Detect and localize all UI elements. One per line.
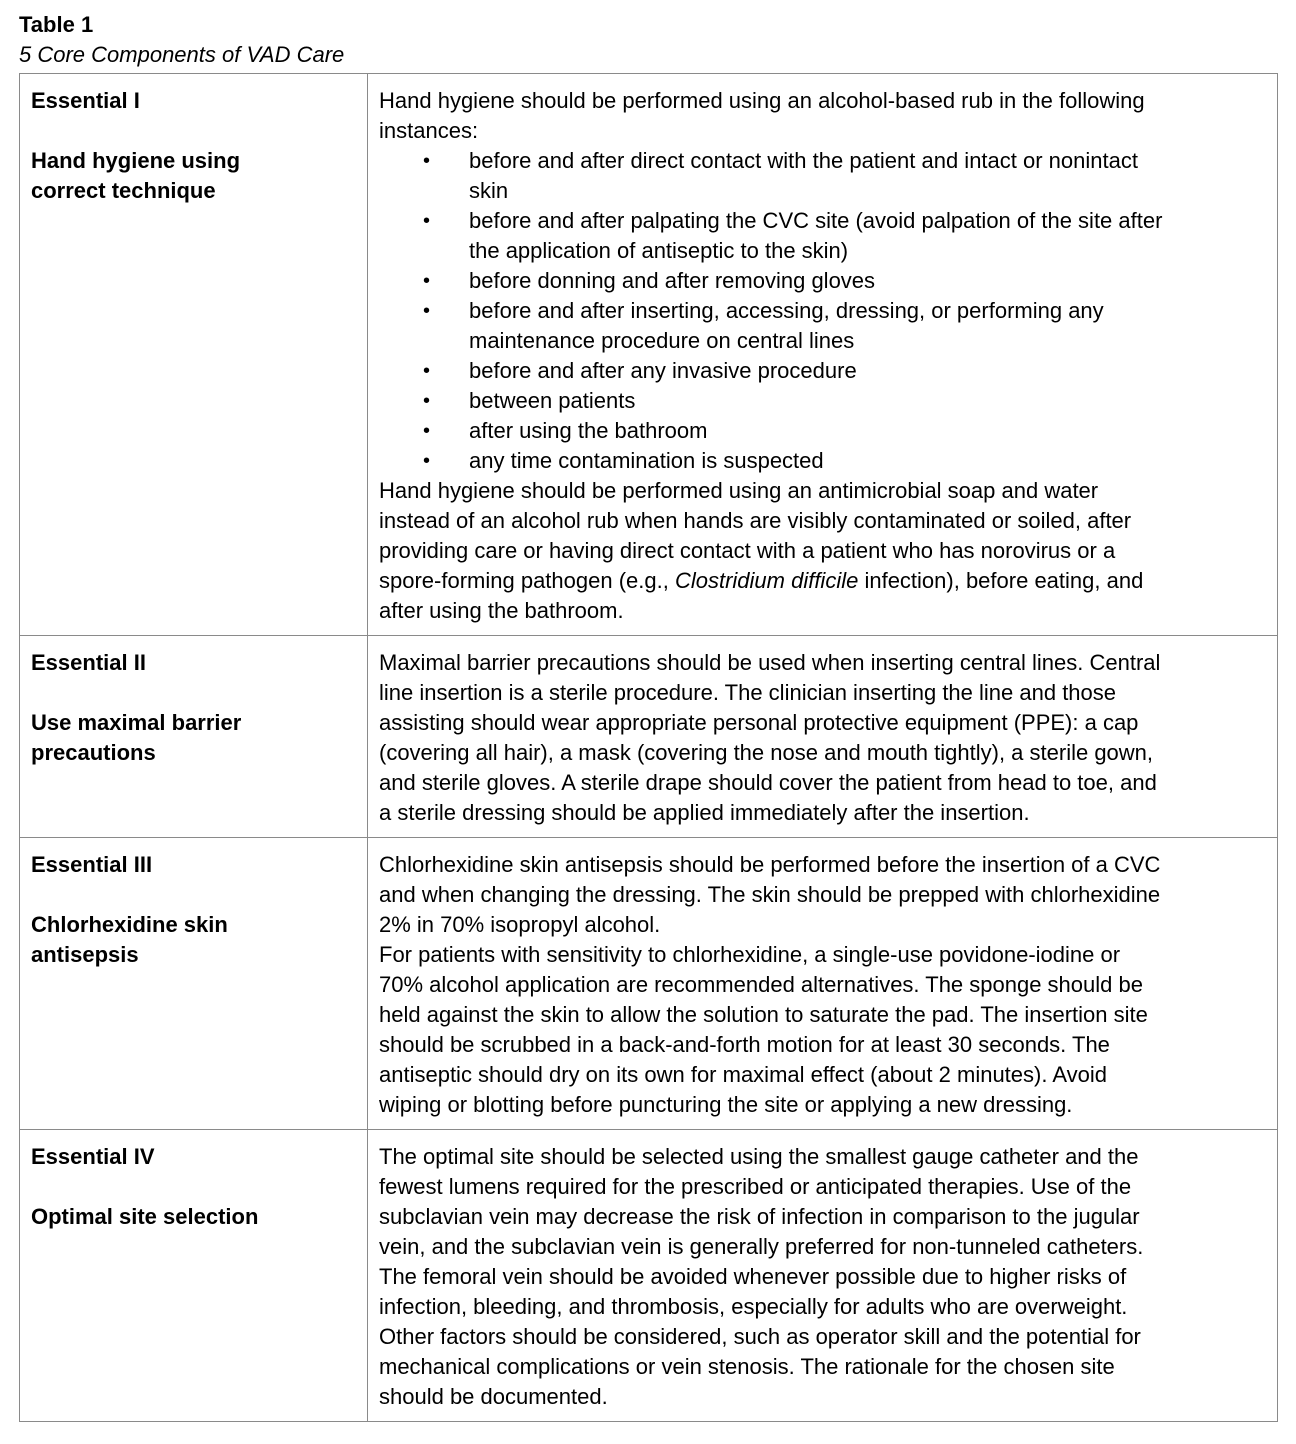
description-line: (covering all hair), a mask (covering the nose and mouth tightly), a sterile gown, xyxy=(379,740,1154,765)
table-row xyxy=(20,636,1278,838)
bullet-icon: • xyxy=(423,270,431,292)
description-line: instances: xyxy=(379,118,479,143)
description-line: held against the skin to allow the solution to saturate the pad. The insertion site xyxy=(379,1002,1148,1027)
essential-topic: Use maximal barrier xyxy=(31,710,242,735)
description-line: Maximal barrier precautions should be used when inserting central lines. Central xyxy=(379,650,1161,675)
essential-label: Essential II xyxy=(31,650,146,675)
description-line: antiseptic should dry on its own for maximal effect (about 2 minutes). Avoid xyxy=(379,1062,1107,1087)
description-cell xyxy=(368,1130,1278,1422)
bullet-line: after using the bathroom xyxy=(469,418,708,443)
spacer xyxy=(31,678,357,708)
text-segment: spore-forming pathogen (e.g., xyxy=(379,568,675,593)
description-line: The optimal site should be selected using the smallest gauge catheter and the xyxy=(379,1144,1139,1169)
spacer xyxy=(31,880,357,910)
description-line: and sterile gloves. A sterile drape should cover the patient from head to toe, and xyxy=(379,770,1157,795)
bullet-line: before and after direct contact with the patient and intact or nonintact xyxy=(469,148,1138,173)
description-line: after using the bathroom. xyxy=(379,598,624,623)
description-line: subclavian vein may decrease the risk of infection in comparison to the jugular xyxy=(379,1204,1140,1229)
bullet-item xyxy=(379,146,1267,206)
essential-topic: Optimal site selection xyxy=(31,1204,259,1229)
description-line: a sterile dressing should be applied immediately after the insertion. xyxy=(379,800,1030,825)
description-cell xyxy=(368,838,1278,1130)
essential-topic: Hand hygiene using xyxy=(31,148,241,173)
description-cell xyxy=(368,74,1278,636)
description-line: and when changing the dressing. The skin should be prepped with chlorhexidine xyxy=(379,882,1161,907)
bullet-line: before and after palpating the CVC site (avoid palpation of the site after xyxy=(469,208,1163,233)
bullet-item xyxy=(379,206,1267,266)
bullet-line: any time contamination is suspected xyxy=(469,448,824,473)
description-line: wiping or blotting before puncturing the site or applying a new dressing. xyxy=(379,1092,1073,1117)
description-line: should be scrubbed in a back-and-forth motion for at least 30 seconds. The xyxy=(379,1032,1110,1057)
text-segment: infection), before eating, and xyxy=(858,568,1144,593)
bullet-line: maintenance procedure on central lines xyxy=(469,328,855,353)
bullet-item xyxy=(379,356,1267,386)
table-subtitle: 5 Core Components of VAD Care xyxy=(19,42,345,67)
description-line: infection, bleeding, and thrombosis, especially for adults who are overweight. xyxy=(379,1294,1128,1319)
essential-label: Essential I xyxy=(31,88,140,113)
description-line: Hand hygiene should be performed using an antimicrobial soap and water xyxy=(379,478,1099,503)
spacer xyxy=(31,1172,357,1202)
essential-topic: antisepsis xyxy=(31,942,139,967)
essential-cell xyxy=(20,636,368,838)
description-line: assisting should wear appropriate personal protective equipment (PPE): a cap xyxy=(379,710,1139,735)
bullet-icon: • xyxy=(423,150,431,172)
description-line: Other factors should be considered, such as operator skill and the potential for xyxy=(379,1324,1141,1349)
essential-label: Essential III xyxy=(31,852,153,877)
table-title: Table 1 xyxy=(19,12,94,37)
bullet-line: before and after any invasive procedure xyxy=(469,358,857,383)
essential-label: Essential IV xyxy=(31,1144,155,1169)
table-row xyxy=(20,1130,1278,1422)
description-line: The femoral vein should be avoided whenever possible due to higher risks of xyxy=(379,1264,1127,1289)
description-line xyxy=(379,566,1267,596)
essential-cell xyxy=(20,1130,368,1422)
bullet-item xyxy=(379,416,1267,446)
description-cell xyxy=(368,636,1278,838)
bullet-item xyxy=(379,266,1267,296)
description-line: should be documented. xyxy=(379,1384,608,1409)
table-row xyxy=(20,838,1278,1130)
bullet-icon: • xyxy=(423,420,431,442)
spacer xyxy=(31,116,357,146)
bullet-icon: • xyxy=(423,300,431,322)
bullet-icon: • xyxy=(423,210,431,232)
italic-term: Clostridium difficile xyxy=(674,568,859,593)
description-line: instead of an alcohol rub when hands are visibly contaminated or soiled, after xyxy=(379,508,1132,533)
description-line: 2% in 70% isopropyl alcohol. xyxy=(379,912,661,937)
core-components-table xyxy=(19,73,1278,1422)
essential-cell xyxy=(20,74,368,636)
essential-topic: precautions xyxy=(31,740,156,765)
bullet-icon: • xyxy=(423,390,431,412)
bullet-item xyxy=(379,296,1267,356)
description-line: fewest lumens required for the prescribed or anticipated therapies. Use of the xyxy=(379,1174,1132,1199)
description-line: line insertion is a sterile procedure. The clinician inserting the line and those xyxy=(379,680,1117,705)
table-row xyxy=(20,74,1278,636)
bullet-icon: • xyxy=(423,360,431,382)
description-line: For patients with sensitivity to chlorhexidine, a single-use povidone-iodine or xyxy=(379,942,1121,967)
description-line: providing care or having direct contact with a patient who has norovirus or a xyxy=(379,538,1116,563)
bullet-icon: • xyxy=(423,450,431,472)
description-line: Hand hygiene should be performed using an alcohol-based rub in the following xyxy=(379,88,1145,113)
bullet-line: before donning and after removing gloves xyxy=(469,268,876,293)
bullet-line: the application of antiseptic to the skin) xyxy=(469,238,849,263)
bullet-item xyxy=(379,386,1267,416)
essential-topic: correct technique xyxy=(31,178,216,203)
bullet-line: before and after inserting, accessing, dressing, or performing any xyxy=(469,298,1104,323)
description-line: Chlorhexidine skin antisepsis should be performed before the insertion of a CVC xyxy=(379,852,1161,877)
bullet-line: between patients xyxy=(469,388,636,413)
bullet-line: skin xyxy=(469,178,509,203)
bullet-item xyxy=(379,446,1267,476)
essential-topic: Chlorhexidine skin xyxy=(31,912,228,937)
description-line: 70% alcohol application are recommended alternatives. The sponge should be xyxy=(379,972,1143,997)
description-line: vein, and the subclavian vein is generally preferred for non-tunneled catheters. xyxy=(379,1234,1144,1259)
description-line: mechanical complications or vein stenosis. The rationale for the chosen site xyxy=(379,1354,1115,1379)
essential-cell xyxy=(20,838,368,1130)
